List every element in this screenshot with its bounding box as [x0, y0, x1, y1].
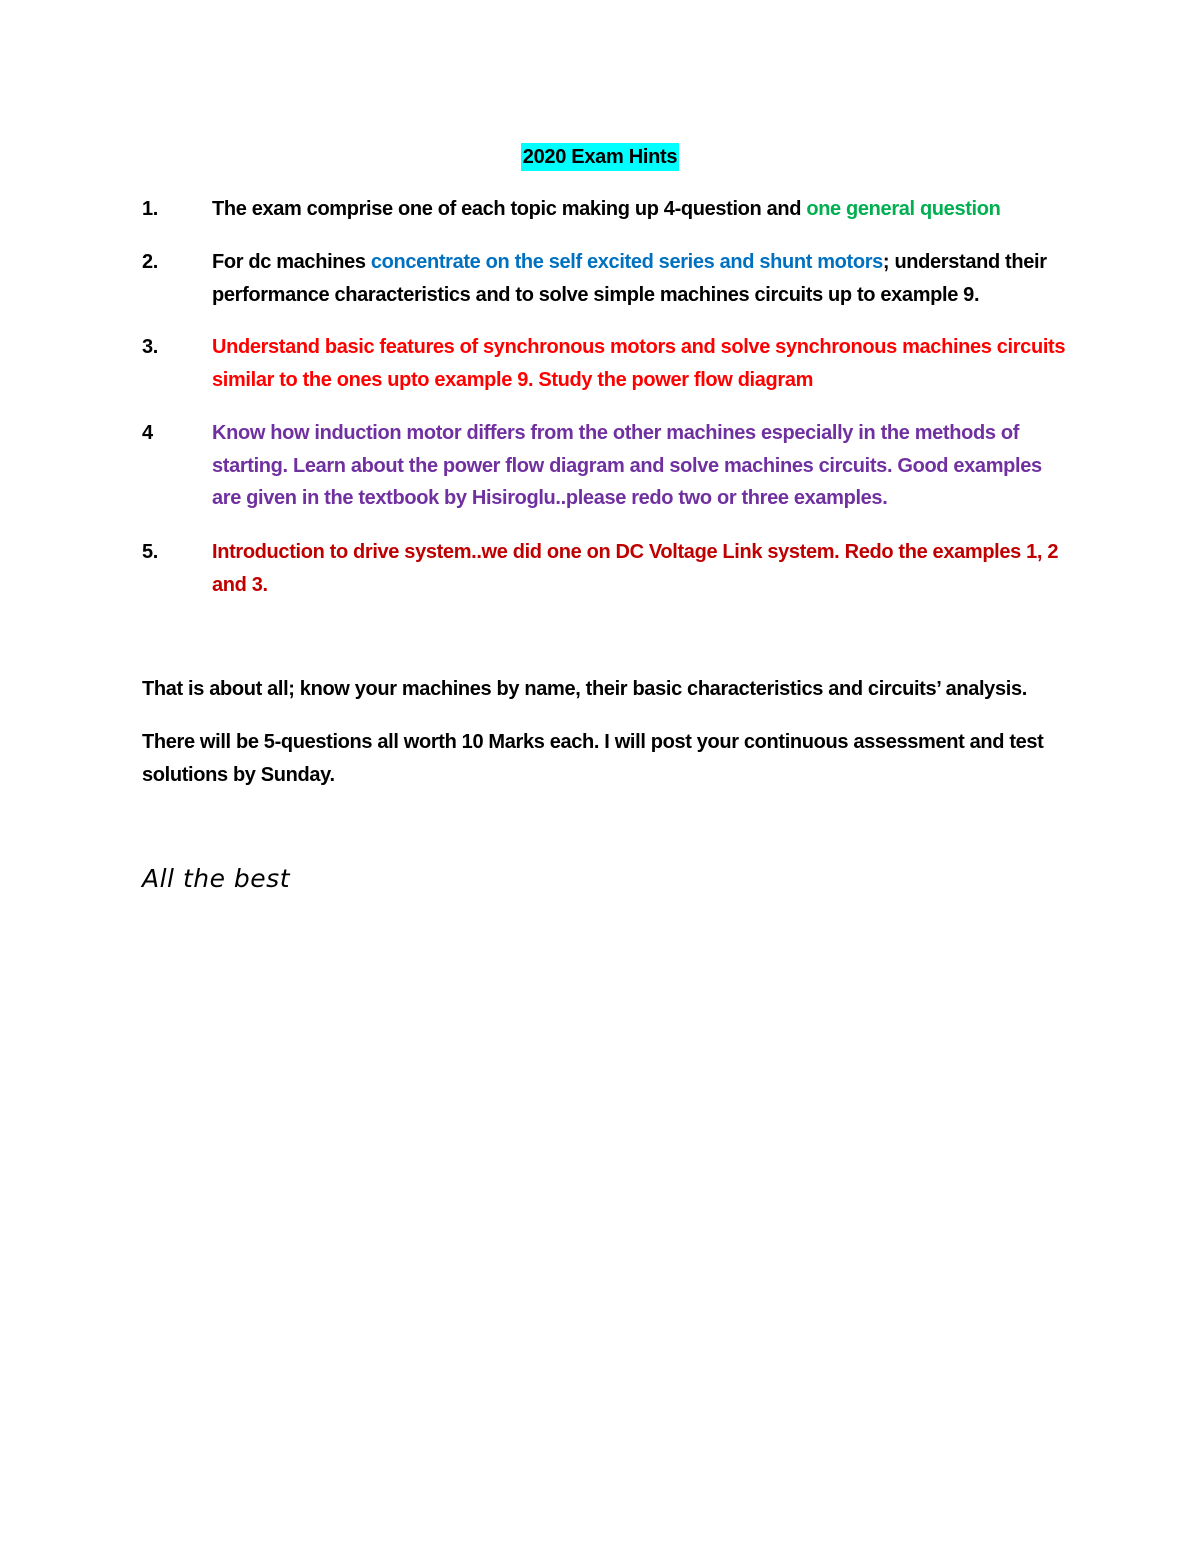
list-item [142, 536, 1072, 601]
list-item-text [212, 331, 1072, 396]
text-segment: The exam comprise one of each topic making up 4-question and [212, 198, 807, 220]
list-item-number: 4 [142, 422, 153, 444]
list-item-number: 5. [142, 541, 158, 563]
summary-paragraph: That is about all; know your machines by name, their basic characteristics and circuits’ analysis. [142, 678, 1027, 700]
title-container [0, 143, 1200, 171]
list-item-text [212, 193, 1072, 226]
list-item-number: 1. [142, 198, 158, 220]
text-segment-highlight: one general question [806, 198, 1001, 220]
page-title: 2020 Exam Hints [521, 143, 679, 171]
list-item-text [212, 246, 1072, 311]
text-segment-highlight: concentrate on the self excited series and shunt motors [370, 251, 883, 273]
list-item [142, 246, 1072, 311]
closing-remark: All the best [142, 864, 290, 893]
list-item [142, 193, 1072, 226]
text-segment-highlight: Know how induction motor differs from the other machines especially in the methods of starting. Learn about the power flow diagram and solve machines circuits. Good examples are given in the textbook by Hisiroglu..please redo two or three examples. [212, 422, 1042, 509]
list-item [142, 331, 1072, 396]
list-item-text [212, 536, 1072, 601]
text-segment: For dc machines [212, 251, 371, 273]
text-segment-highlight: Understand basic features of synchronous motors and solve synchronous machines circuits similar to the ones upto example 9. Study the power flow diagram [212, 336, 1066, 391]
list-item-number: 2. [142, 251, 158, 273]
text-segment: ; understand their performance characteristics and to solve simple machines circuits up to example 9. [212, 251, 1047, 306]
list-item [142, 417, 1072, 515]
list-item-text [212, 417, 1072, 515]
text-segment-highlight: Introduction to drive system..we did one on DC Voltage Link system. Redo the examples 1, 2 and 3. [212, 541, 1059, 596]
marks-paragraph: There will be 5-questions all worth 10 Marks each. I will post your continuous assessment and test solutions by Sunday. [142, 731, 1044, 786]
list-item-number: 3. [142, 336, 158, 358]
